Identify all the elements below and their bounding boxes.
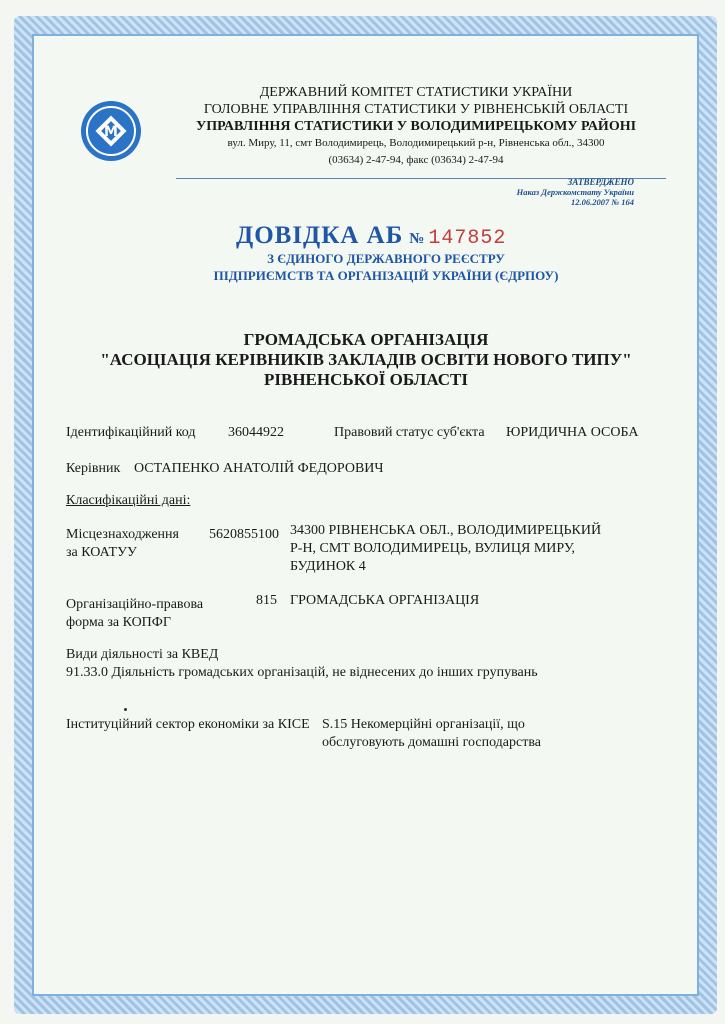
legal-form-label-2: форма за КОПФГ — [66, 615, 171, 630]
address-line-1: 34300 РІВНЕНСЬКА ОБЛ., ВОЛОДИМИРЕЦЬКИЙ — [290, 523, 602, 538]
statistics-emblem-icon — [80, 100, 142, 162]
document-body — [46, 50, 676, 980]
issuer-header — [166, 84, 666, 169]
organization-name — [86, 330, 646, 390]
issuer-line-3: УПРАВЛІННЯ СТАТИСТИКИ У ВОЛОДИМИРЕЦЬКОМУ РАЙОНІ — [195, 119, 637, 134]
number-sign: № — [409, 231, 425, 247]
koatuu-code: 5620855100 — [209, 527, 279, 542]
head-label: Керівник — [66, 461, 121, 476]
sector-value-2: обслуговують домашні господарства — [322, 735, 541, 750]
legal-status-label: Правовий статус суб'єкта — [334, 425, 485, 440]
address-line-2: Р-Н, СМТ ВОЛОДИМИРЕЦЬ, ВУЛИЦЯ МИРУ, — [290, 541, 575, 556]
title-word: ДОВІДКА АБ — [236, 222, 404, 249]
id-code-label: Ідентифікаційний код — [66, 425, 196, 440]
subtitle-line-2: ПІДПРИЄМСТВ ТА ОРГАНІЗАЦІЙ УКРАЇНИ (ЄДРПОУ) — [213, 268, 559, 283]
approved-label: ЗАТВЕРДЖЕНО — [567, 177, 634, 187]
issuer-address: вул. Миру, 11, смт Володимирець, Володимирецький р-н, Рівненська обл., 34300 — [227, 137, 605, 149]
approval-stamp-text — [517, 177, 634, 207]
legal-form-label-1: Організаційно-правова — [66, 597, 204, 612]
classification-heading: Класифікаційні дані: — [66, 493, 191, 508]
svg-text:M: M — [104, 124, 118, 140]
subtitle-line-1: З ЄДИНОГО ДЕРЖАВНОГО РЕЄСТРУ — [267, 251, 505, 266]
kved-label: Види діяльності за КВЕД — [66, 647, 219, 662]
sector-value-1: S.15 Некомерційні організації, що — [322, 717, 525, 732]
approved-order: Наказ Держкомстату України — [516, 187, 634, 197]
org-line-2: "АСОЦІАЦІЯ КЕРІВНИКІВ ЗАКЛАДІВ ОСВІТИ НОВОГО ТИПУ" — [100, 350, 632, 369]
org-line-3: РІВНЕНСЬКОЇ ОБЛАСТІ — [264, 370, 468, 389]
head-value: ОСТАПЕНКО АНАТОЛІЙ ФЕДОРОВИЧ — [134, 461, 384, 476]
address-line-3: БУДИНОК 4 — [290, 559, 366, 574]
certificate-number: 147852 — [428, 227, 507, 250]
issuer-line-2: ГОЛОВНЕ УПРАВЛІННЯ СТАТИСТИКИ У РІВНЕНСЬКІЙ ОБЛАСТІ — [203, 102, 629, 117]
location-label-1: Місцезнаходження — [66, 527, 179, 542]
register-subtitle — [196, 250, 576, 284]
sector-label: Інституційний сектор економіки за КІСЕ — [66, 717, 310, 732]
id-code-value: 36044922 — [228, 425, 284, 440]
legal-form-value: ГРОМАДСЬКА ОРГАНІЗАЦІЯ — [290, 593, 480, 608]
kved-value: 91.33.0 Діяльність громадських організацій, не віднесених до інших групувань — [66, 665, 538, 680]
issuer-line-1: ДЕРЖАВНИЙ КОМІТЕТ СТАТИСТИКИ УКРАЇНИ — [259, 85, 573, 100]
location-label-2: за КОАТУУ — [66, 545, 137, 560]
issuer-phones: (03634) 2-47-94, факс (03634) 2-47-94 — [328, 154, 504, 166]
legal-status-value: ЮРИДИЧНА ОСОБА — [506, 425, 639, 440]
kopfg-code: 815 — [256, 593, 277, 608]
org-line-1: ГРОМАДСЬКА ОРГАНІЗАЦІЯ — [243, 330, 489, 349]
approved-date: 12.06.2007 № 164 — [570, 197, 634, 207]
document-title — [236, 222, 576, 250]
ink-dot — [124, 708, 127, 711]
